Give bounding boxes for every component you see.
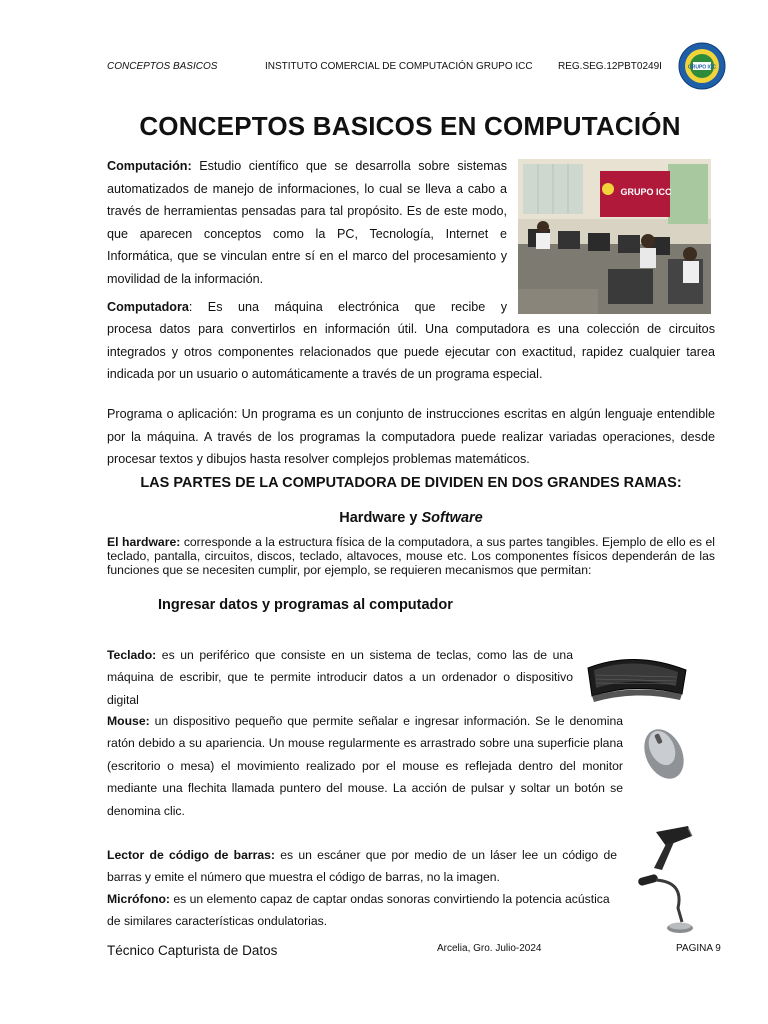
microfono-paragraph [107,888,633,933]
computacion-text-4: que aparecen conceptos como la PC, Tecnología, Internet e [107,226,507,241]
computacion-text-6: movilidad de la información. [107,271,264,286]
hardware-paragraph [107,535,715,578]
computacion-term: Computación: [107,159,192,173]
header-left-text: CONCEPTOS BASICOS [107,61,218,72]
teclado-paragraph [107,644,573,711]
software-heading-text: Software [421,510,483,526]
lector-text: es un escáner que por medio de un láser lee un código de barras y emite el número que muestra el código de barras, no la imagen. [107,848,617,885]
mouse-image [636,724,692,782]
mouse-paragraph [107,710,623,822]
header-institution: INSTITUTO COMERCIAL DE COMPUTACIÓN GRUPO ICC [265,61,533,72]
svg-text:GRUPO ICC: GRUPO ICC [687,64,717,71]
microphone-image [632,868,694,936]
svg-text:GRUPO ICC: GRUPO ICC [620,187,672,197]
page-number: PAGINA 9 [676,943,721,954]
hardware-term: El hardware: [107,535,181,549]
classroom-photo [518,159,711,314]
computacion-text-1: Estudio científico que se desarrolla sobre sistemas [199,159,507,173]
header-registration: REG.SEG.12PBT0249I [558,61,662,72]
ingresar-heading: Ingresar datos y programas al computador [158,597,453,613]
barcode-scanner-image [648,824,694,874]
lector-paragraph [107,844,617,889]
computadora-first-line [107,296,507,319]
computadora-text-1: : Es una máquina electrónica que recibe y [188,300,507,314]
microfono-text: es un elemento capaz de captar ondas sonoras convirtiendo la potencia acústica [173,892,610,906]
mouse-text: un dispositivo pequeño que permite señalar e ingresar información. Se le denomina ratón debido a su apariencia. Un mouse regularmente es arrastrado sobre una superficie plana (escritorio o mesa) el movimiento realizado por el mouse es reflejada dentro del monitor mediante una flechita llamada puntero del mouse. La acción de pulsar y soltar un botón se denomina clic. [107,714,623,818]
microfono-term: Micrófono: [107,892,170,906]
microfono-text-2: de similares características ondulatorias. [107,914,328,929]
hardware-text: corresponde a la estructura física de la computadora, a sus partes tangibles. Ejemplo de ello es el teclado, pantalla, circuitos, discos, teclado, altavoces, mouse etc. Los componentes físicos dependerán de las funciones que se necesiten cumplir, por ejemplo, se requieren mecanismos que permitan: [107,535,715,578]
footer-location-date: Arcelia, Gro. Julio-2024 [437,943,542,954]
computacion-text-5: Informática, que se vinculan entre sí en el marco del procesamiento y [107,249,507,264]
computadora-paragraph: procesa datos para convertirlos en información útil. Una computadora es una colección de circuitos integrados y otros componentes relacionados que puede ejecutar con exactitud, rapidez cualquier tarea indicada por un usuario o automáticamente a través de un programa especial. [107,322,715,382]
programa-paragraph: Programa o aplicación: Un programa es un conjunto de instrucciones escritas en algún lenguaje entendible por la máquina. A través de los programas la computadora puede realizar variadas operaciones, desde procesar textos y dibujos hasta resolver complejos problemas matemáticos. [107,407,715,467]
computacion-paragraph [107,155,507,291]
hardware-software-heading [107,510,715,526]
footer-left-text: Técnico Capturista de Datos [107,943,278,958]
teclado-term: Teclado: [107,648,157,662]
institute-logo [678,42,726,90]
mouse-term: Mouse: [107,714,150,728]
computacion-text-3: través de herramientas pensadas para tal propósito. Es de este modo, [107,204,507,219]
lector-term: Lector de código de barras: [107,848,275,862]
computacion-text-2: automatizados de manejo de informaciones, lo cual se lleva a cabo a [107,181,507,196]
teclado-text: es un periférico que consiste en un sistema de teclas, como las de una máquina de escribir, que te permite introducir datos a un ordenador o dispositivo digital [107,648,573,707]
computadora-term: Computadora [107,300,189,314]
hardware-heading-text: Hardware y [339,510,418,526]
partes-heading: LAS PARTES DE LA COMPUTADORA DE DIVIDEN EN DOS GRANDES RAMAS: [140,475,682,491]
keyboard-image [584,648,690,704]
page-title: CONCEPTOS BASICOS EN COMPUTACIÓN [139,111,681,141]
